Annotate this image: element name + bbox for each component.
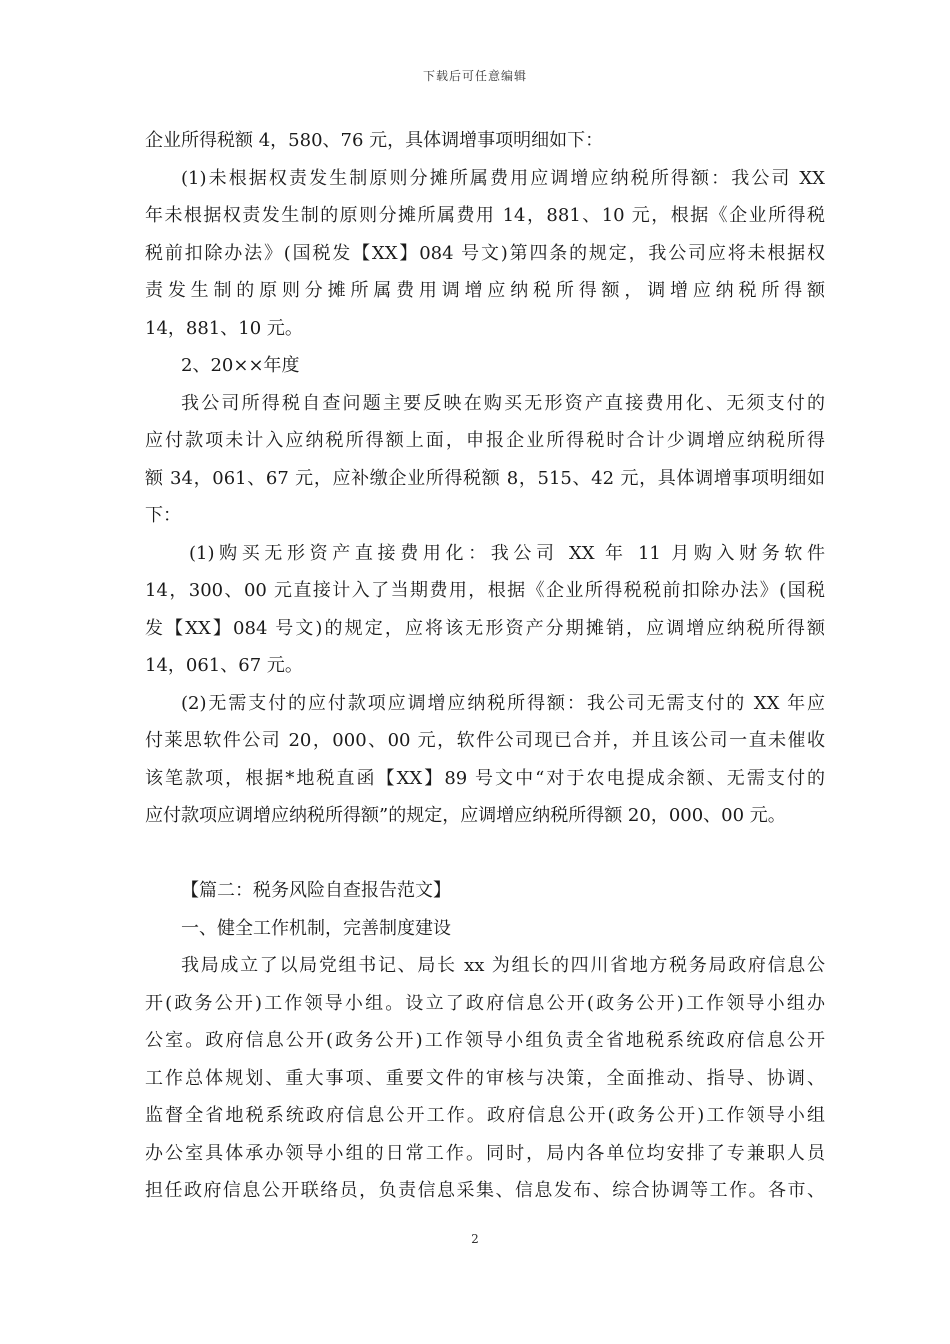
body-line: 应付款项应调增应纳税所得额”的规定，应调增应纳税所得额 20，000、00 元。 xyxy=(145,805,786,826)
body-line: 年未根据权责发生制的原则分摊所属费用 14，881、10 元，根据《企业所得税 xyxy=(145,205,825,226)
body-line: 公室。政府信息公开(政务公开)工作领导小组负责全省地税系统政府信息公开 xyxy=(145,1030,825,1051)
body-line: 额 34，061、67 元，应补缴企业所得税额 8，515、42 元，具体调增事项明细如 xyxy=(145,467,825,489)
section-heading: 一、健全工作机制，完善制度建设 xyxy=(181,917,451,939)
body-line: 该笔款项，根据*地税直函【XX】89 号文中“对于农电提成余额、无需支付的 xyxy=(145,767,825,789)
page-header: 下载后可任意编辑 xyxy=(422,69,527,83)
body-line: 税前扣除办法》(国税发【XX】084 号文)第四条的规定，我公司应将未根据权 xyxy=(145,242,825,264)
body-line: 办公室具体承办领导小组的日常工作。同时，局内各单位均安排了专兼职人员 xyxy=(145,1142,825,1164)
section-heading: 2、20××年度 xyxy=(181,355,300,376)
chapter-title: 【篇二：税务风险自查报告范文】 xyxy=(181,880,451,901)
body-line: (2)无需支付的应付款项应调增应纳税所得额：我公司无需支付的 XX 年应 xyxy=(181,692,825,714)
body-line: 14，881、10 元。 xyxy=(145,317,303,339)
paragraph-gap xyxy=(145,835,825,873)
body-line: (1)未根据权责发生制原则分摊所属费用应调增应纳税所得额：我公司 XX xyxy=(181,167,825,189)
document-body xyxy=(145,122,825,1210)
body-line: 担任政府信息公开联络员，负责信息采集、信息发布、综合协调等工作。各市、 xyxy=(145,1180,825,1201)
body-line: 14，061、67 元。 xyxy=(145,655,303,676)
body-line: 开(政务公开)工作领导小组。设立了政府信息公开(政务公开)工作领导小组办 xyxy=(145,992,825,1014)
body-line: 应付款项未计入应纳税所得额上面，申报企业所得税时合计少调增应纳税所得 xyxy=(145,430,825,451)
body-line: 我公司所得税自查问题主要反映在购买无形资产直接费用化、无须支付的 xyxy=(181,392,825,414)
body-line: 14，300、00 元直接计入了当期费用，根据《企业所得税税前扣除办法》(国税 xyxy=(145,580,825,601)
body-line: 我局成立了以局党组书记、局长 xx 为组长的四川省地方税务局政府信息公 xyxy=(181,955,825,976)
body-line: 下： xyxy=(145,505,181,526)
body-line: (1)购买无形资产直接费用化：我公司 XX 年 11 月购入财务软件 xyxy=(189,542,825,564)
body-line: 发【XX】084 号文)的规定，应将该无形资产分期摊销，应调增应纳税所得额 xyxy=(145,617,825,639)
body-line: 工作总体规划、重大事项、重要文件的审核与决策，全面推动、指导、协调、 xyxy=(145,1067,825,1089)
page-number: 2 xyxy=(471,1232,479,1246)
body-line: 责发生制的原则分摊所属费用调增应纳税所得额，调增应纳税所得额 xyxy=(145,280,825,301)
body-line: 监督全省地税系统政府信息公开工作。政府信息公开(政务公开)工作领导小组 xyxy=(145,1105,825,1126)
body-line: 付莱思软件公司 20，000、00 元，软件公司现已合并，并且该公司一直未催收 xyxy=(145,730,825,751)
body-line: 企业所得税额 4，580、76 元，具体调增事项明细如下： xyxy=(145,130,604,151)
